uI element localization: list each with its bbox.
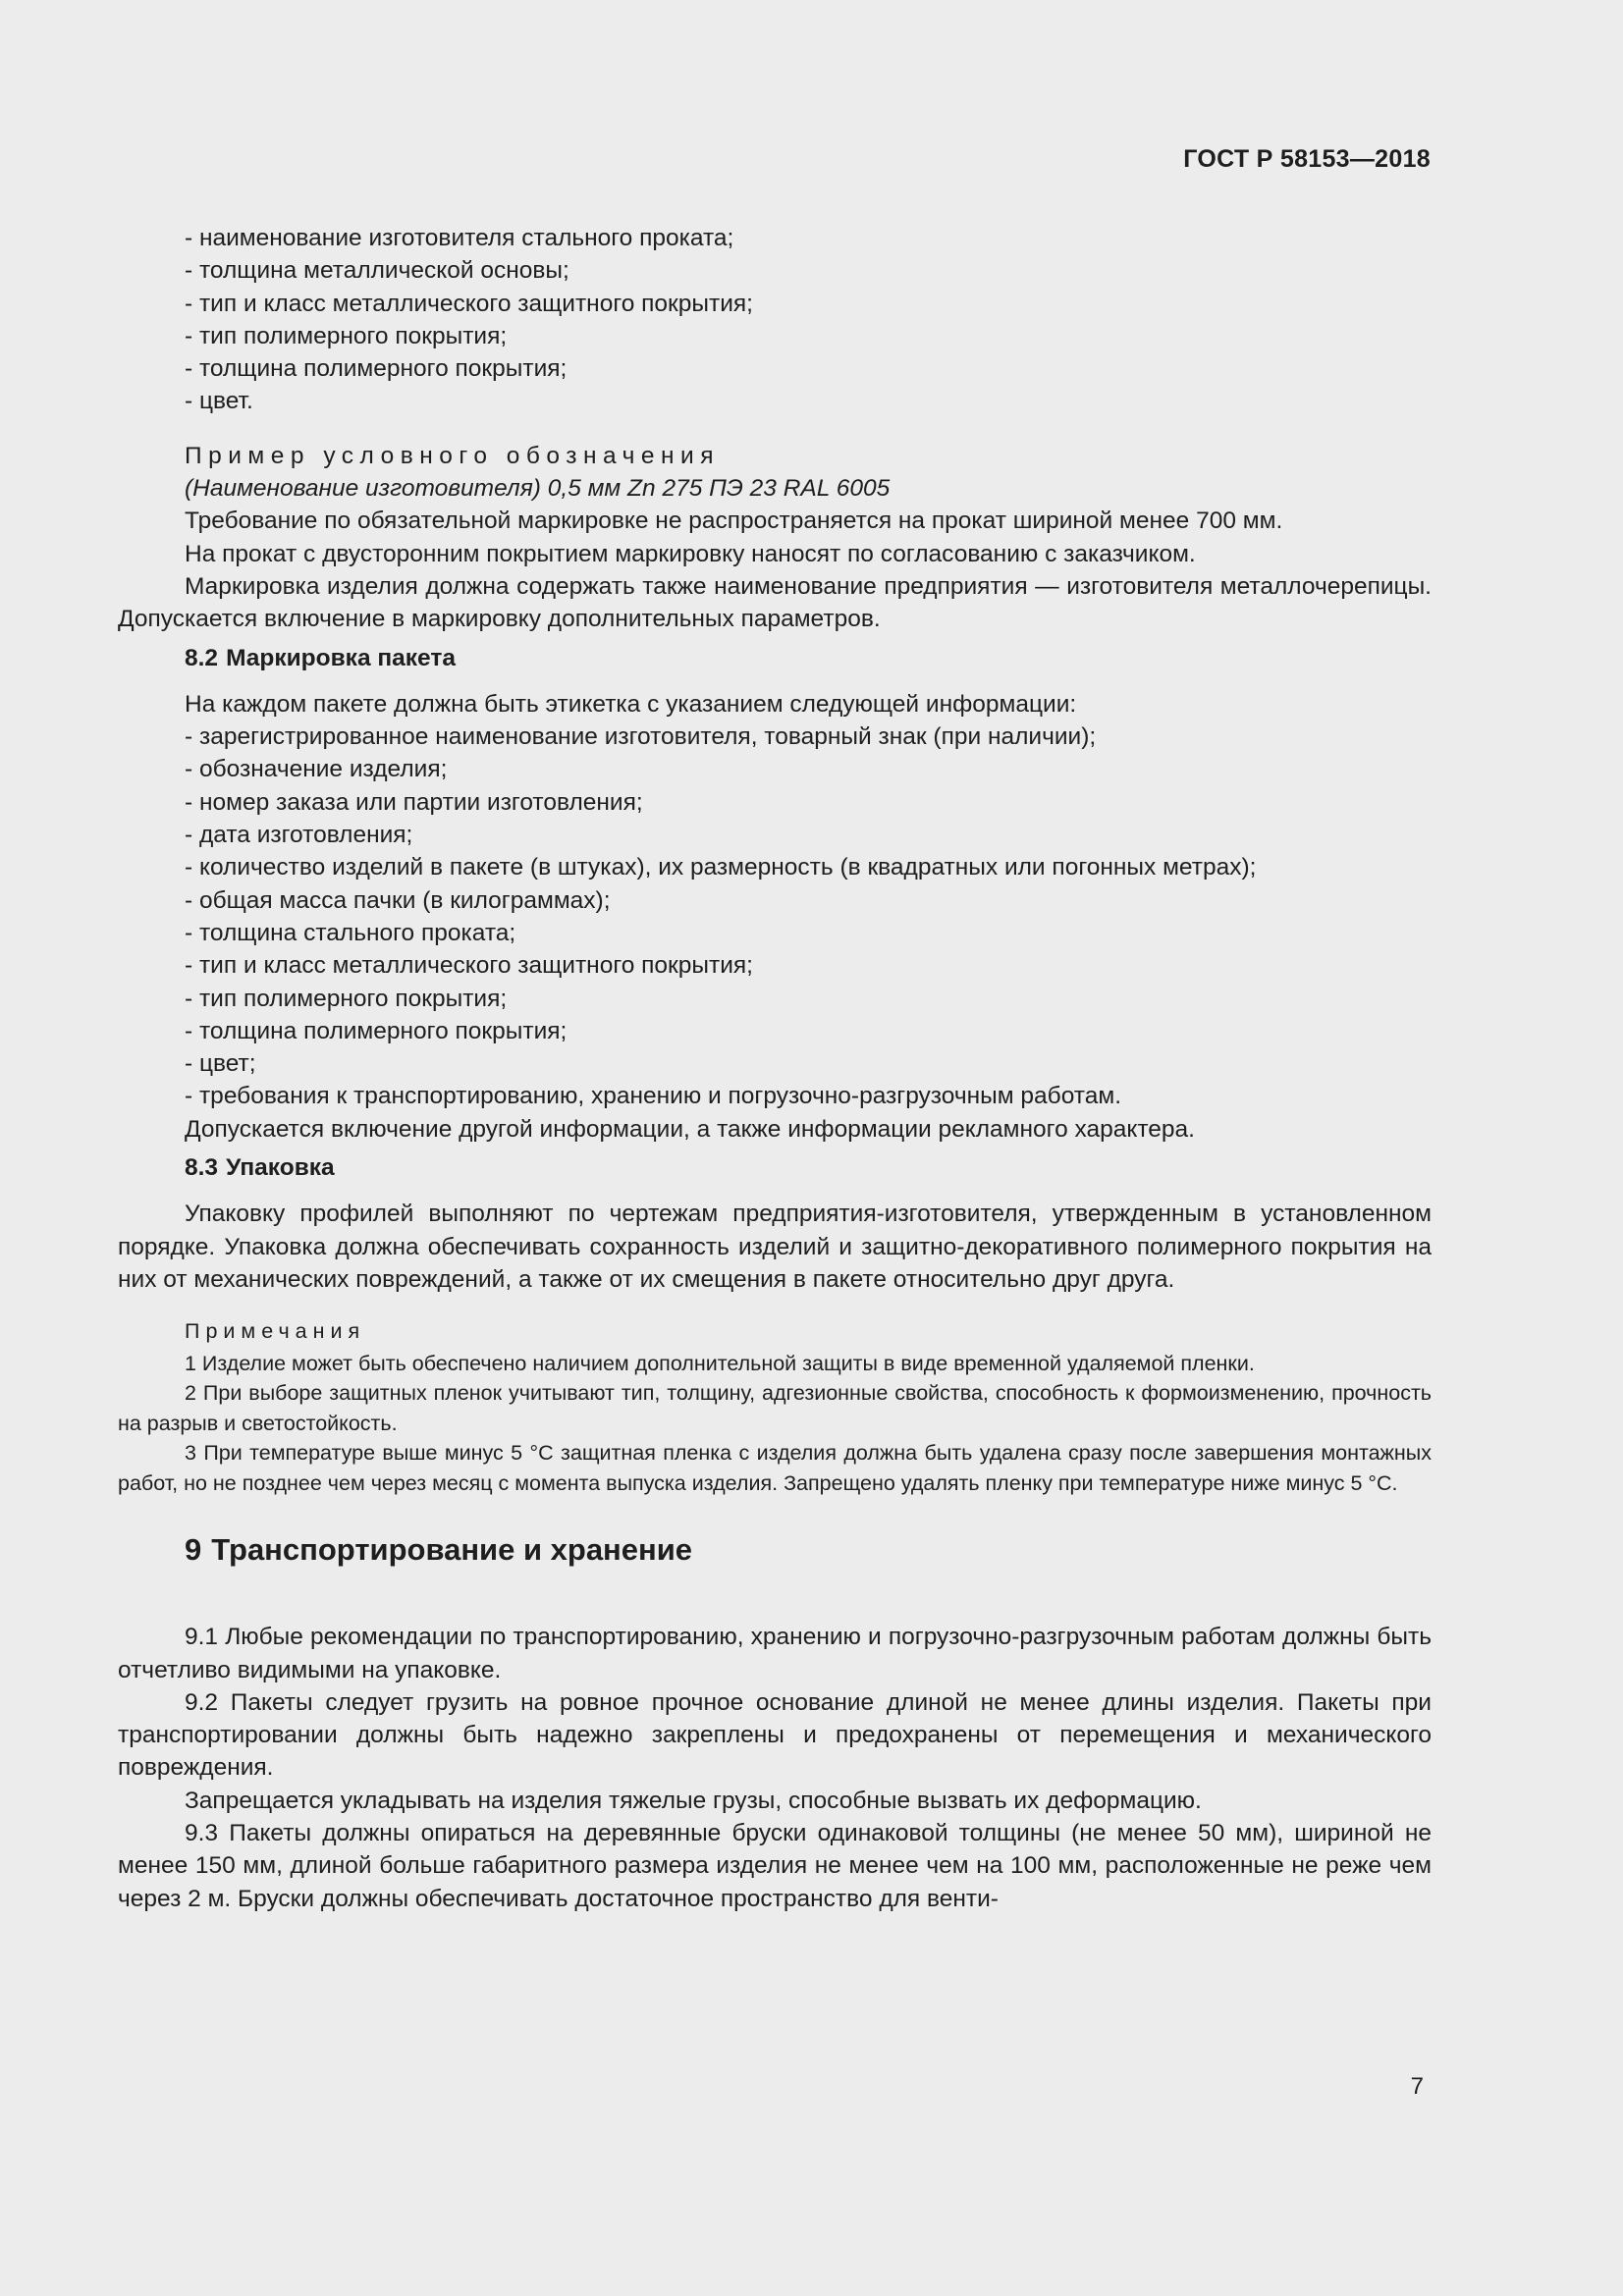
list-item: - толщина полимерного покрытия; xyxy=(185,1017,568,1044)
subsection-number: 8.2 xyxy=(185,644,219,671)
note-item: 2 При выборе защитных пленок учитывают тип, толщину, адгезионные свойства, способность к формоизменению, прочность на разрыв и светостойкость. xyxy=(118,1381,1432,1435)
manufacturer-placeholder: (Наименование изготовителя) xyxy=(185,475,541,503)
list-item: - цвет; xyxy=(185,1050,256,1078)
example-designation xyxy=(118,472,1432,505)
paragraph: Запрещается укладывать на изделия тяжелые грузы, способные вызвать их деформацию. xyxy=(185,1787,1202,1814)
paragraph: Маркировка изделия должна содержать также наименование предприятия — изготовителя металлочерепицы. Допускается включение в маркировку дополнительных параметров. xyxy=(118,572,1432,633)
list-intro: На каждом пакете должна быть этикетка с указанием следующей информации: xyxy=(185,690,1077,718)
list-item: - номер заказа или партии изготовления; xyxy=(185,788,643,816)
subsection-number: 8.3 xyxy=(185,1154,219,1182)
list-closing: Допускается включение другой информации, а также информации рекламного характера. xyxy=(185,1115,1195,1143)
list-item: - тип и класс металлического защитного покрытия; xyxy=(185,952,753,980)
page-number: 7 xyxy=(1410,2073,1424,2100)
list-item: - общая масса пачки (в килограммах); xyxy=(185,886,611,914)
list-item: - дата изготовления; xyxy=(185,822,413,849)
subsection-title: Маркировка пакета xyxy=(226,644,456,671)
paragraph: 9.2 Пакеты следует грузить на ровное прочное основание длиной не менее длины изделия. Пакеты при транспортировании должны быть надежно закреплены и предохранены от перемещения и механического повреждения. xyxy=(118,1688,1432,1782)
list-item: - тип и класс металлического защитного покрытия; xyxy=(185,290,753,317)
note-item: 3 При температуре выше минус 5 °C защитная пленка с изделия должна быть удалена сразу после завершения монтажных работ, но не позднее чем через месяц с момента выпуска изделия. Запрещено удалять пленку при температуре ниже минус 5 °C. xyxy=(118,1441,1432,1495)
section-number: 9 xyxy=(185,1532,202,1567)
standard-header: ГОСТ Р 58153—2018 xyxy=(1183,145,1431,173)
marking-list xyxy=(118,222,1432,418)
list-item: - толщина полимерного покрытия; xyxy=(185,355,568,383)
page-content xyxy=(118,222,1432,1915)
section-title: Транспортирование и хранение xyxy=(211,1532,693,1567)
list-item: - обозначение изделия; xyxy=(185,756,448,783)
subsection-title: Упаковка xyxy=(226,1154,335,1182)
list-item: - тип полимерного покрытия; xyxy=(185,322,508,349)
notes-block xyxy=(118,1349,1432,1499)
list-item: - толщина металлической основы; xyxy=(185,257,569,285)
paragraph: 9.1 Любые рекомендации по транспортированию, хранению и погрузочно-разгрузочным работам должны быть отчетливо видимыми на упаковке. xyxy=(118,1624,1432,1683)
list-item: - наименование изготовителя стального проката; xyxy=(185,225,734,251)
subsection-heading-8-2 xyxy=(118,642,1432,674)
subsection-heading-8-3 xyxy=(118,1151,1432,1184)
list-item: - тип полимерного покрытия; xyxy=(185,985,508,1012)
list-item: - цвет. xyxy=(185,388,253,415)
section-heading-9 xyxy=(118,1533,1432,1566)
list-item: - зарегистрированное наименование изготовителя, товарный знак (при наличии); xyxy=(185,723,1097,751)
note-item: 1 Изделие может быть обеспечено наличием дополнительной защиты в виде временной удаляемой пленки. xyxy=(185,1351,1255,1375)
designation-code: 0,5 мм Zn 275 ПЭ 23 RAL 6005 xyxy=(540,475,891,503)
paragraph: На прокат с двусторонним покрытием маркировку наносят по согласованию с заказчиком. xyxy=(185,540,1196,567)
list-item: - количество изделий в пакете (в штуках), их размерность (в квадратных или погонных метрах); xyxy=(185,854,1257,881)
paragraph: Требование по обязательной маркировке не распространяется на прокат шириной менее 700 мм. xyxy=(185,507,1283,535)
example-label: Пример условного обозначения xyxy=(185,442,720,469)
package-label-list xyxy=(118,688,1432,1146)
packaging-paragraph: Упаковку профилей выполняют по чертежам предприятия-изготовителя, утвержденным в установленном порядке. Упаковка должна обеспечивать сохранность изделий и защитно-декоративного полимерного покрытия на них от механических повреждений, а также от их смещения в пакете относительно друг друга. xyxy=(118,1201,1432,1293)
list-item: - толщина стального проката; xyxy=(185,919,516,946)
notes-title: Примечания xyxy=(185,1319,366,1344)
paragraph: 9.3 Пакеты должны опираться на деревянные бруски одинаковой толщины (не менее 50 мм), шириной не менее 150 мм, длиной больше габаритного размера изделия не менее чем на 100 мм, расположенные не реже чем через 2 м. Бруски должны обеспечивать достаточное пространство для венти- xyxy=(118,1820,1432,1912)
list-item: - требования к транспортированию, хранению и погрузочно-разгрузочным работам. xyxy=(185,1083,1122,1110)
